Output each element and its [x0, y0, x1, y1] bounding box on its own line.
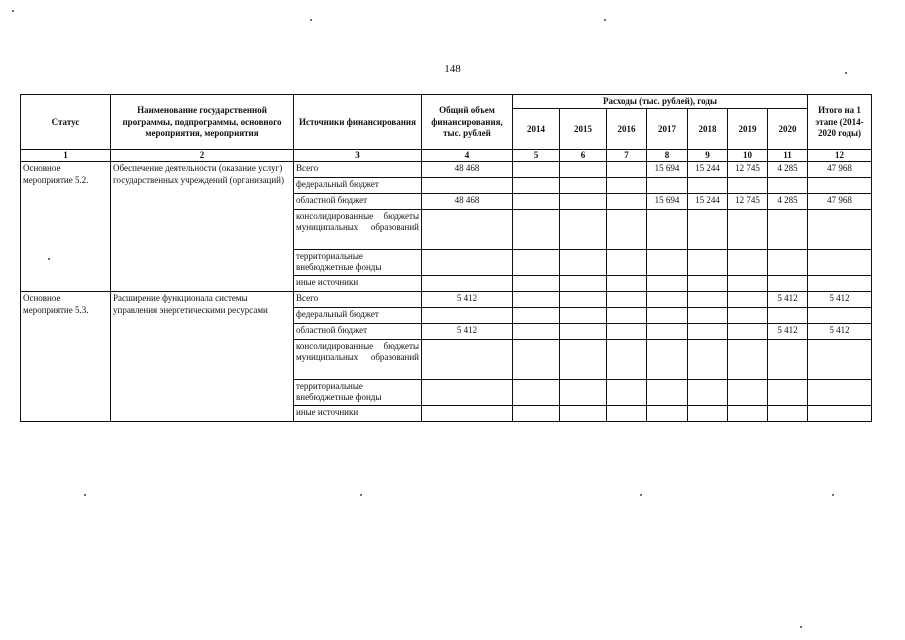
- year-value-cell: [768, 210, 808, 250]
- year-value-cell: [647, 324, 688, 340]
- stage-total-cell: [808, 340, 872, 380]
- column-number: 6: [560, 150, 607, 162]
- source-cell: Всего: [294, 162, 422, 178]
- year-value-cell: [607, 194, 647, 210]
- stage-total-cell: [808, 380, 872, 406]
- total-cell: [422, 340, 513, 380]
- year-value-cell: [560, 194, 607, 210]
- header-sources: Источники финансирования: [294, 95, 422, 150]
- year-value-cell: [728, 324, 768, 340]
- year-value-cell: [688, 340, 728, 380]
- stage-total-cell: 47 968: [808, 162, 872, 178]
- header-year: 2016: [607, 109, 647, 150]
- header-year: 2020: [768, 109, 808, 150]
- year-value-cell: [607, 210, 647, 250]
- header-year: 2015: [560, 109, 607, 150]
- table-row: [21, 292, 872, 308]
- year-value-cell: [647, 380, 688, 406]
- year-value-cell: [513, 276, 560, 292]
- year-value-cell: [513, 210, 560, 250]
- source-cell: федеральный бюджет: [294, 308, 422, 324]
- source-cell: федеральный бюджет: [294, 178, 422, 194]
- budget-table: [20, 94, 872, 422]
- total-cell: 5 412: [422, 324, 513, 340]
- total-cell: [422, 380, 513, 406]
- column-number: 2: [111, 150, 294, 162]
- year-value-cell: [513, 178, 560, 194]
- scan-speck: [604, 19, 606, 21]
- scan-speck: [310, 19, 312, 21]
- year-value-cell: [560, 162, 607, 178]
- year-value-cell: [560, 380, 607, 406]
- year-value-cell: 4 285: [768, 162, 808, 178]
- year-value-cell: [513, 162, 560, 178]
- year-value-cell: [513, 292, 560, 308]
- year-value-cell: [647, 178, 688, 194]
- year-value-cell: [513, 194, 560, 210]
- stage-total-cell: [808, 276, 872, 292]
- year-value-cell: [768, 406, 808, 422]
- year-value-cell: [688, 210, 728, 250]
- year-value-cell: [728, 292, 768, 308]
- year-value-cell: [688, 292, 728, 308]
- year-value-cell: [768, 380, 808, 406]
- year-value-cell: [688, 324, 728, 340]
- total-cell: 48 468: [422, 194, 513, 210]
- header-stage-total: Итого на 1 этапе (2014-2020 годы): [808, 95, 872, 150]
- source-cell: областной бюджет: [294, 324, 422, 340]
- year-value-cell: [688, 178, 728, 194]
- year-value-cell: [647, 340, 688, 380]
- total-cell: [422, 406, 513, 422]
- year-value-cell: [688, 250, 728, 276]
- year-value-cell: 4 285: [768, 194, 808, 210]
- year-value-cell: [607, 276, 647, 292]
- year-value-cell: 15 244: [688, 194, 728, 210]
- total-cell: 48 468: [422, 162, 513, 178]
- year-value-cell: [607, 324, 647, 340]
- year-value-cell: [728, 276, 768, 292]
- year-value-cell: [513, 340, 560, 380]
- year-value-cell: [560, 210, 607, 250]
- year-value-cell: [560, 178, 607, 194]
- stage-total-cell: [808, 250, 872, 276]
- year-value-cell: [607, 250, 647, 276]
- year-value-cell: [607, 308, 647, 324]
- year-value-cell: [607, 380, 647, 406]
- year-value-cell: [768, 276, 808, 292]
- source-cell: консолидированные бюджеты муниципальных образований: [294, 210, 422, 250]
- year-value-cell: [607, 178, 647, 194]
- year-value-cell: [688, 276, 728, 292]
- year-value-cell: [560, 308, 607, 324]
- scan-speck: [640, 494, 642, 496]
- column-number: 8: [647, 150, 688, 162]
- year-value-cell: [688, 406, 728, 422]
- source-cell: Всего: [294, 292, 422, 308]
- total-cell: [422, 178, 513, 194]
- column-number: 7: [607, 150, 647, 162]
- stage-total-cell: 5 412: [808, 324, 872, 340]
- stage-total-cell: [808, 210, 872, 250]
- year-value-cell: 12 745: [728, 194, 768, 210]
- year-value-cell: 12 745: [728, 162, 768, 178]
- column-number: 5: [513, 150, 560, 162]
- year-value-cell: [728, 308, 768, 324]
- year-value-cell: 15 694: [647, 162, 688, 178]
- year-value-cell: [768, 340, 808, 380]
- column-number: 3: [294, 150, 422, 162]
- column-number: 12: [808, 150, 872, 162]
- year-value-cell: [728, 178, 768, 194]
- program-name-cell: Расширение функционала системы управления энергетическими ресурсами: [111, 292, 294, 422]
- year-value-cell: [607, 406, 647, 422]
- stage-total-cell: [808, 406, 872, 422]
- year-value-cell: [768, 178, 808, 194]
- column-number: 10: [728, 150, 768, 162]
- year-value-cell: [560, 340, 607, 380]
- source-cell: областной бюджет: [294, 194, 422, 210]
- year-value-cell: [728, 340, 768, 380]
- column-number: 11: [768, 150, 808, 162]
- year-value-cell: [560, 406, 607, 422]
- total-cell: [422, 250, 513, 276]
- header-program-name: Наименование государственной программы, подпрограммы, основного мероприятия, мероприятия: [111, 95, 294, 150]
- stage-total-cell: [808, 178, 872, 194]
- year-value-cell: [728, 380, 768, 406]
- scan-speck: [12, 10, 14, 12]
- source-cell: иные источники: [294, 406, 422, 422]
- year-value-cell: 5 412: [768, 292, 808, 308]
- stage-total-cell: 5 412: [808, 292, 872, 308]
- year-value-cell: [728, 406, 768, 422]
- source-cell: иные источники: [294, 276, 422, 292]
- total-cell: [422, 276, 513, 292]
- year-value-cell: [647, 276, 688, 292]
- header-year: 2014: [513, 109, 560, 150]
- year-value-cell: [647, 250, 688, 276]
- header-year: 2019: [728, 109, 768, 150]
- header-year: 2018: [688, 109, 728, 150]
- year-value-cell: [607, 292, 647, 308]
- year-value-cell: [607, 162, 647, 178]
- source-cell: консолидированные бюджеты муниципальных образований: [294, 340, 422, 380]
- year-value-cell: [513, 380, 560, 406]
- scan-speck: [84, 494, 86, 496]
- year-value-cell: [513, 406, 560, 422]
- year-value-cell: [647, 406, 688, 422]
- year-value-cell: [768, 308, 808, 324]
- total-cell: [422, 308, 513, 324]
- scan-speck: [832, 494, 834, 496]
- status-cell: Основное мероприятие 5.3.: [21, 292, 111, 422]
- year-value-cell: [688, 308, 728, 324]
- year-value-cell: [728, 250, 768, 276]
- year-value-cell: [647, 292, 688, 308]
- source-cell: территориальные внебюджетные фонды: [294, 250, 422, 276]
- year-value-cell: [513, 324, 560, 340]
- year-value-cell: 15 244: [688, 162, 728, 178]
- program-name-cell: Обеспечение деятельности (оказание услуг) государственных учреждений (организаций): [111, 162, 294, 292]
- source-cell: территориальные внебюджетные фонды: [294, 380, 422, 406]
- year-value-cell: [513, 250, 560, 276]
- header-year: 2017: [647, 109, 688, 150]
- header-expenses-group: Расходы (тыс. рублей), годы: [513, 95, 808, 109]
- year-value-cell: 5 412: [768, 324, 808, 340]
- year-value-cell: [560, 250, 607, 276]
- column-number: 1: [21, 150, 111, 162]
- status-cell: Основное мероприятие 5.2.: [21, 162, 111, 292]
- stage-total-cell: 47 968: [808, 194, 872, 210]
- scan-speck: [845, 72, 847, 74]
- header-status: Статус: [21, 95, 111, 150]
- year-value-cell: [513, 308, 560, 324]
- page-number: 148: [444, 63, 461, 75]
- stage-total-cell: [808, 308, 872, 324]
- total-cell: [422, 210, 513, 250]
- year-value-cell: [607, 340, 647, 380]
- year-value-cell: [560, 324, 607, 340]
- year-value-cell: [768, 250, 808, 276]
- year-value-cell: 15 694: [647, 194, 688, 210]
- scan-speck: [48, 258, 50, 260]
- header-total: Общий объем финансирования, тыс. рублей: [422, 95, 513, 150]
- column-number: 9: [688, 150, 728, 162]
- total-cell: 5 412: [422, 292, 513, 308]
- year-value-cell: [647, 308, 688, 324]
- table-row: [21, 162, 872, 178]
- column-number: 4: [422, 150, 513, 162]
- year-value-cell: [647, 210, 688, 250]
- year-value-cell: [560, 276, 607, 292]
- year-value-cell: [688, 380, 728, 406]
- scan-speck: [360, 494, 362, 496]
- year-value-cell: [728, 210, 768, 250]
- scan-speck: [800, 626, 802, 628]
- year-value-cell: [560, 292, 607, 308]
